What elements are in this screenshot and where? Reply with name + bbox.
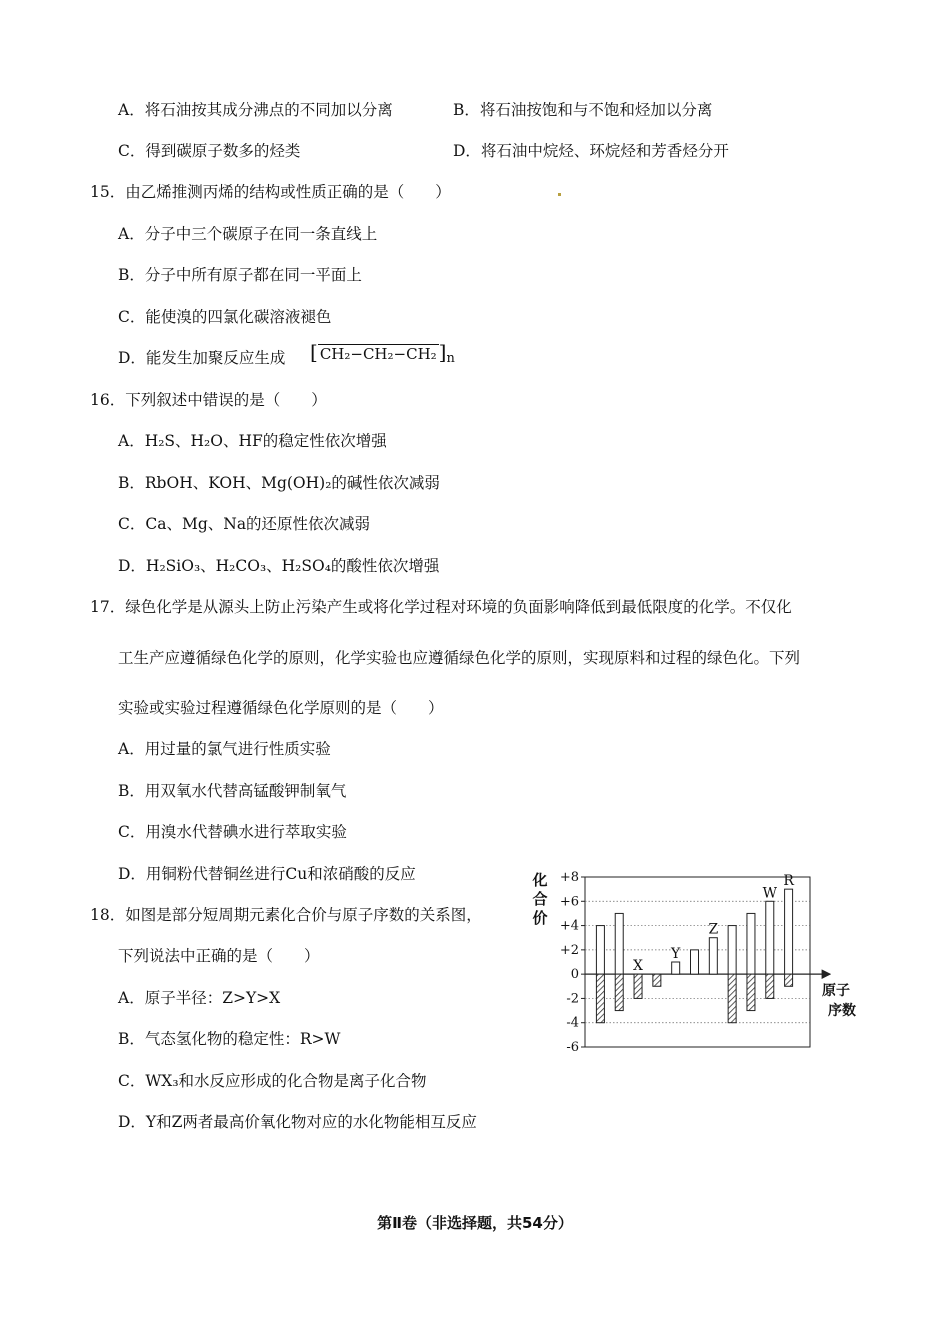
bar-negative — [766, 974, 774, 998]
bar-negative — [747, 974, 755, 1010]
valence-chart — [528, 863, 858, 1053]
bar-positive — [709, 938, 717, 974]
bar-positive — [785, 889, 793, 974]
bar-negative — [596, 974, 604, 1023]
q17-option-d: D．用铜粉代替铜丝进行Cu和浓硝酸的反应 — [118, 865, 416, 883]
bar-negative — [634, 974, 642, 998]
element-label: Z — [708, 921, 719, 938]
y-tick-label: +8 — [559, 870, 579, 885]
bar-positive — [747, 913, 755, 974]
q18-stem-line1: 18．如图是部分短周期元素化合价与原子序数的关系图， — [90, 906, 482, 924]
x-axis-label-line1: 原子 — [822, 983, 850, 1000]
bar-positive — [615, 913, 623, 974]
q18-stem-line2: 下列说法中正确的是（ ） — [118, 947, 320, 965]
element-label: Y — [671, 946, 681, 962]
y-tick-label: +6 — [559, 894, 579, 910]
q17-stem-line1: 17．绿色化学是从源头上防止污染产生或将化学过程对环境的负面影响降低到最低限度的化学。不仅化 — [90, 598, 792, 616]
bar-negative — [615, 974, 623, 1010]
polymer-subscript: n — [446, 351, 455, 366]
q17-option-a: A．用过量的氯气进行性质实验 — [118, 740, 331, 758]
q15-option-c: C．能使溴的四氯化碳溶液褪色 — [118, 308, 332, 326]
bar-positive — [766, 901, 774, 974]
q16-option-d: D．H₂SiO₃、H₂CO₃、H₂SO₄的酸性依次增强 — [118, 557, 440, 575]
y-axis-label-char: 化 — [532, 871, 548, 889]
q17-stem-line3: 实验或实验过程遵循绿色化学原则的是（ ） — [118, 699, 444, 717]
y-tick-label: +2 — [559, 942, 579, 958]
element-label: R — [783, 873, 794, 890]
q18-option-c: C．WX₃和水反应形成的化合物是离子化合物 — [118, 1072, 427, 1090]
q17-option-c: C．用溴水代替碘水进行萃取实验 — [118, 823, 347, 841]
speck-mark — [558, 193, 561, 196]
q17-stem-line2: 工生产应遵循绿色化学的原则，化学实验也应遵循绿色化学的原则，实现原料和过程的绿色化。下列 — [118, 649, 801, 667]
y-tick-label: -4 — [566, 1015, 579, 1031]
polymer-formula — [310, 340, 455, 366]
x-axis-label-line2: 序数 — [828, 1003, 856, 1020]
q15-option-b: B．分子中所有原子都在同一平面上 — [118, 266, 362, 284]
q15-option-a: A．分子中三个碳原子在同一条直线上 — [118, 225, 378, 243]
y-axis-label-char: 合 — [532, 890, 548, 908]
q16-stem: 16．下列叙述中错误的是（ ） — [90, 391, 327, 409]
y-tick-label: 0 — [570, 967, 579, 983]
q16-option-a: A．H₂S、H₂O、HF的稳定性依次增强 — [118, 432, 387, 450]
bar-positive — [728, 926, 736, 975]
polymer-body: CH₂−CH₂−CH₂ — [319, 345, 437, 363]
q14-option-a: A．将石油按其成分沸点的不同加以分离 — [118, 101, 393, 119]
bar-negative — [728, 974, 736, 1023]
y-tick-label: -6 — [566, 1040, 579, 1053]
element-label: W — [762, 885, 777, 902]
polymer-bracket-open: [ — [310, 340, 318, 364]
y-tick-label: -2 — [566, 991, 579, 1007]
q16-option-b: B．RbOH、KOH、Mg(OH)₂的碱性依次减弱 — [118, 474, 440, 492]
y-tick-label: +4 — [559, 918, 579, 934]
bar-positive — [672, 962, 680, 974]
bar-positive — [691, 950, 699, 974]
bar-negative — [785, 974, 793, 986]
q14-option-b: B．将石油按饱和与不饱和烃加以分离 — [453, 101, 713, 119]
q14-option-d: D．将石油中烷烃、环烷烃和芳香烃分开 — [453, 142, 729, 160]
y-axis-label-char: 价 — [532, 909, 548, 927]
bar-negative — [653, 974, 661, 986]
q15-stem: 15．由乙烯推测丙烯的结构或性质正确的是（ ） — [90, 183, 451, 201]
q18-option-d: D．Y和Z两者最高价氧化物对应的水化物能相互反应 — [118, 1113, 477, 1131]
q15-option-d: D．能发生加聚反应生成 — [118, 349, 286, 367]
q17-option-b: B．用双氧水代替高锰酸钾制氧气 — [118, 782, 347, 800]
q18-option-b: B．气态氢化物的稳定性：R>W — [118, 1030, 341, 1048]
section-title: 第Ⅱ卷（非选择题，共54分） — [377, 1214, 573, 1232]
q16-option-c: C．Ca、Mg、Na的还原性依次减弱 — [118, 515, 371, 533]
element-label: X — [633, 958, 644, 975]
q14-option-c: C．得到碳原子数多的烃类 — [118, 142, 301, 160]
bar-positive — [596, 926, 604, 975]
polymer-bracket-close: ] — [438, 340, 447, 364]
q18-option-a: A．原子半径：Z>Y>X — [118, 989, 281, 1007]
